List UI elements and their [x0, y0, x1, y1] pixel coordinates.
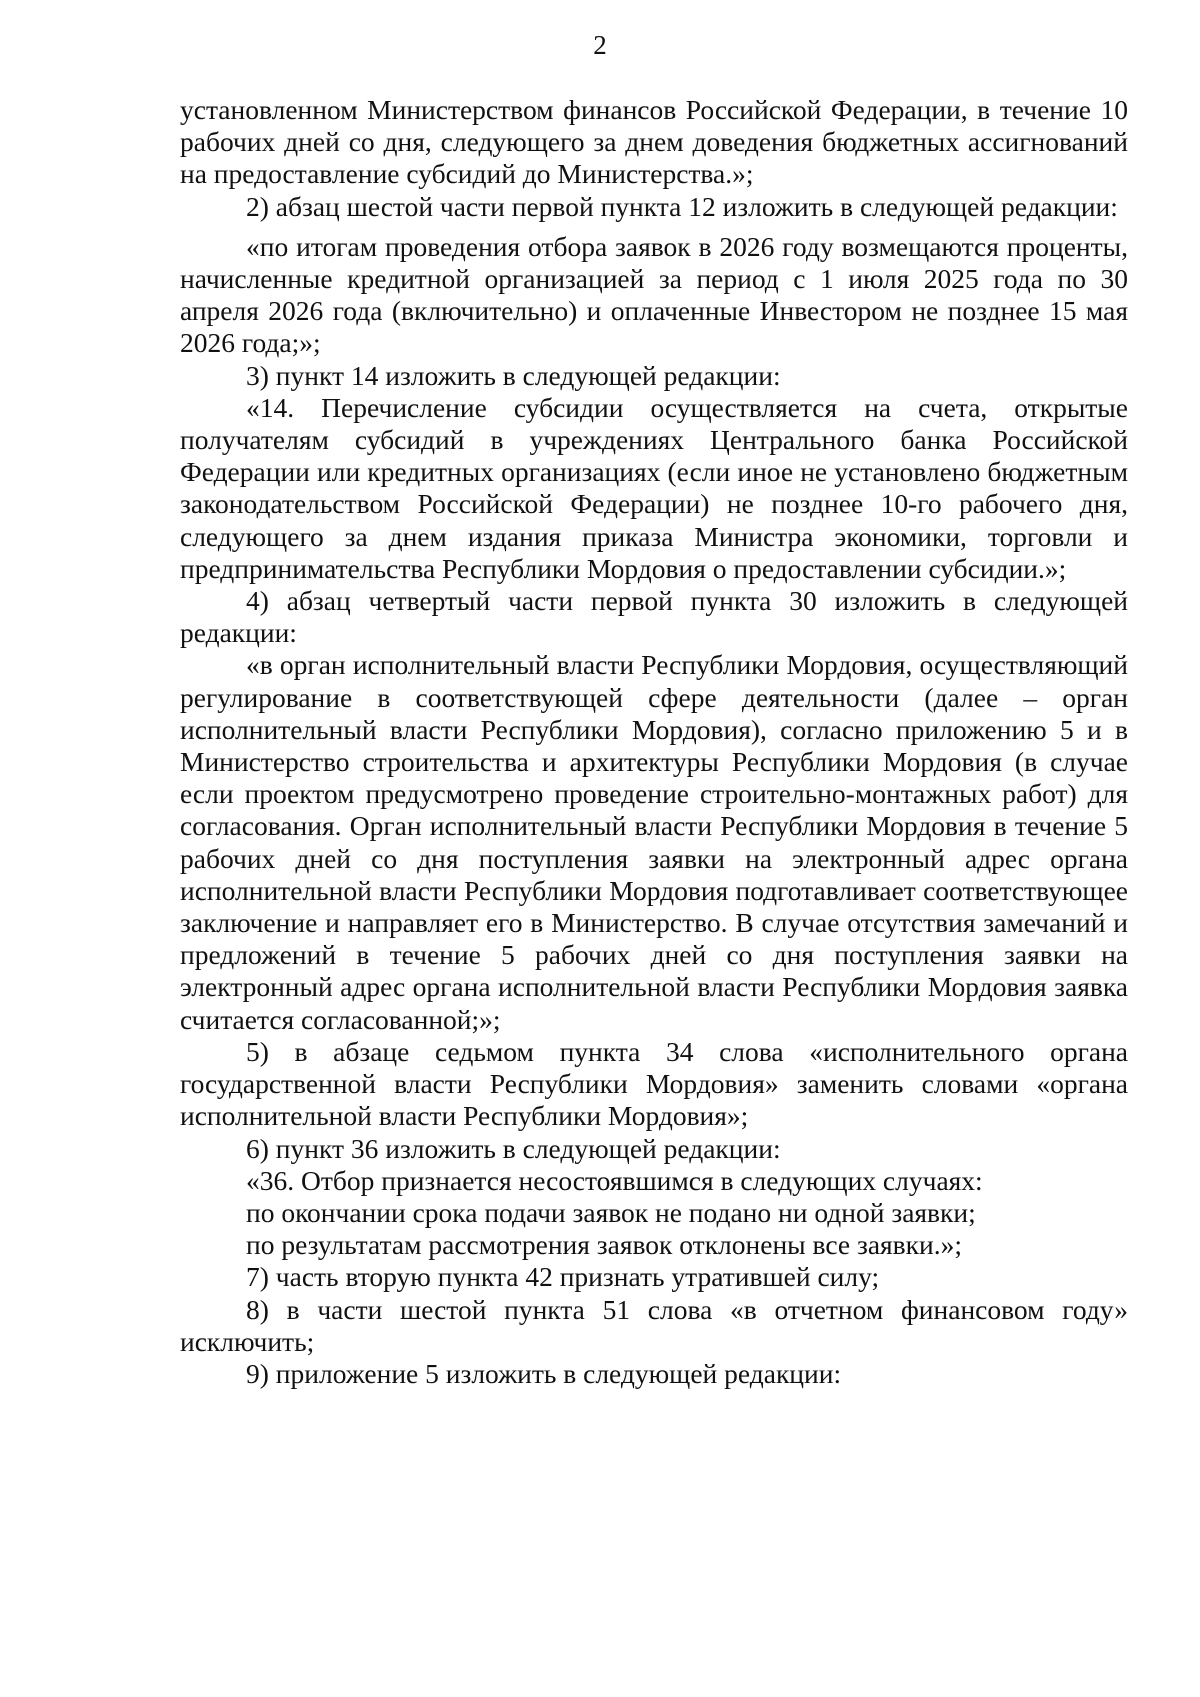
paragraph-item-2: 2) абзац шестой части первой пункта 12 изложить в следующей редакции:: [246, 190, 1118, 222]
paragraph-item-7: 7) часть вторую пункта 42 признать утратившей силу;: [246, 1261, 880, 1293]
paragraph-item-6-case-2: по результатам рассмотрения заявок отклонены все заявки.»;: [246, 1229, 963, 1261]
paragraph-item-5: 5) в абзаце седьмом пункта 34 слова «исполнительного органа государственной власти Республики Мордовия» заменить словами «органа исполнительной власти Республики Мордовия»;: [180, 1035, 1128, 1132]
paragraph-item-3-text: «14. Перечисление субсидии осуществляется на счета, открытые получателям субсидий в учреждениях Центрального банка Российской Федерации или кредитных организациях (если иное не установлено бюджетным законодательством Российской Федерации) не позднее 10-го рабочего дня, следующего за днем издания приказа Министра экономики, торговли и предпринимательства Республики Мордовия о предоставлении субсидии.»;: [180, 391, 1128, 584]
page-number: 2: [593, 30, 607, 60]
paragraph-item-9: 9) приложение 5 изложить в следующей редакции:: [246, 1357, 842, 1389]
paragraph-item-6-case-1: по окончании срока подачи заявок не подано ни одной заявки;: [246, 1196, 976, 1228]
paragraph-item-6: 6) пункт 36 изложить в следующей редакции:: [246, 1132, 781, 1164]
paragraph-item-8: 8) в части шестой пункта 51 слова «в отчетном финансовом году» исключить;: [180, 1293, 1128, 1357]
paragraph-continuation: установленном Министерством финансов Российской Федерации, в течение 10 рабочих дней со дня, следующего за днем доведения бюджетных ассигнований на предоставление субсидий до Министерства.»;: [180, 94, 1128, 190]
paragraph-item-3: 3) пункт 14 изложить в следующей редакции:: [246, 359, 781, 391]
paragraph-item-6-text: «36. Отбор признается несостоявшимся в следующих случаях:: [246, 1164, 983, 1196]
paragraph-item-4: 4) абзац четвертый части первой пункта 30 изложить в следующей редакции:: [180, 585, 1128, 649]
paragraph-item-2-text: «по итогам проведения отбора заявок в 2026 году возмещаются проценты, начисленные кредитной организацией за период с 1 июля 2025 года по 30 апреля 2026 года (включительно) и оплаченные Инвестором не позднее 15 мая 2026 года;»;: [180, 230, 1128, 359]
paragraph-item-4-text: «в орган исполнительный власти Республики Мордовия, осуществляющий регулирование в соответствующей сфере деятельности (далее – орган исполнительный власти Республики Мордовия), согласно приложению 5 и в Министерство строительства и архитектуры Республики Мордовия (в случае если проектом предусмотрено проведение строительно-монтажных работ) для согласования. Орган исполнительный власти Республики Мордовия в течение 5 рабочих дней со дня поступления заявки на электронный адрес органа исполнительной власти Республики Мордовия подготавливает соответствующее заключение и направляет его в Министерство. В случае отсутствия замечаний и предложений в течение 5 рабочих дней со дня поступления заявки на электронный адрес органа исполнительной власти Республики Мордовия заявка считается согласованной;»;: [180, 649, 1128, 1035]
document-body: [180, 94, 1128, 1390]
